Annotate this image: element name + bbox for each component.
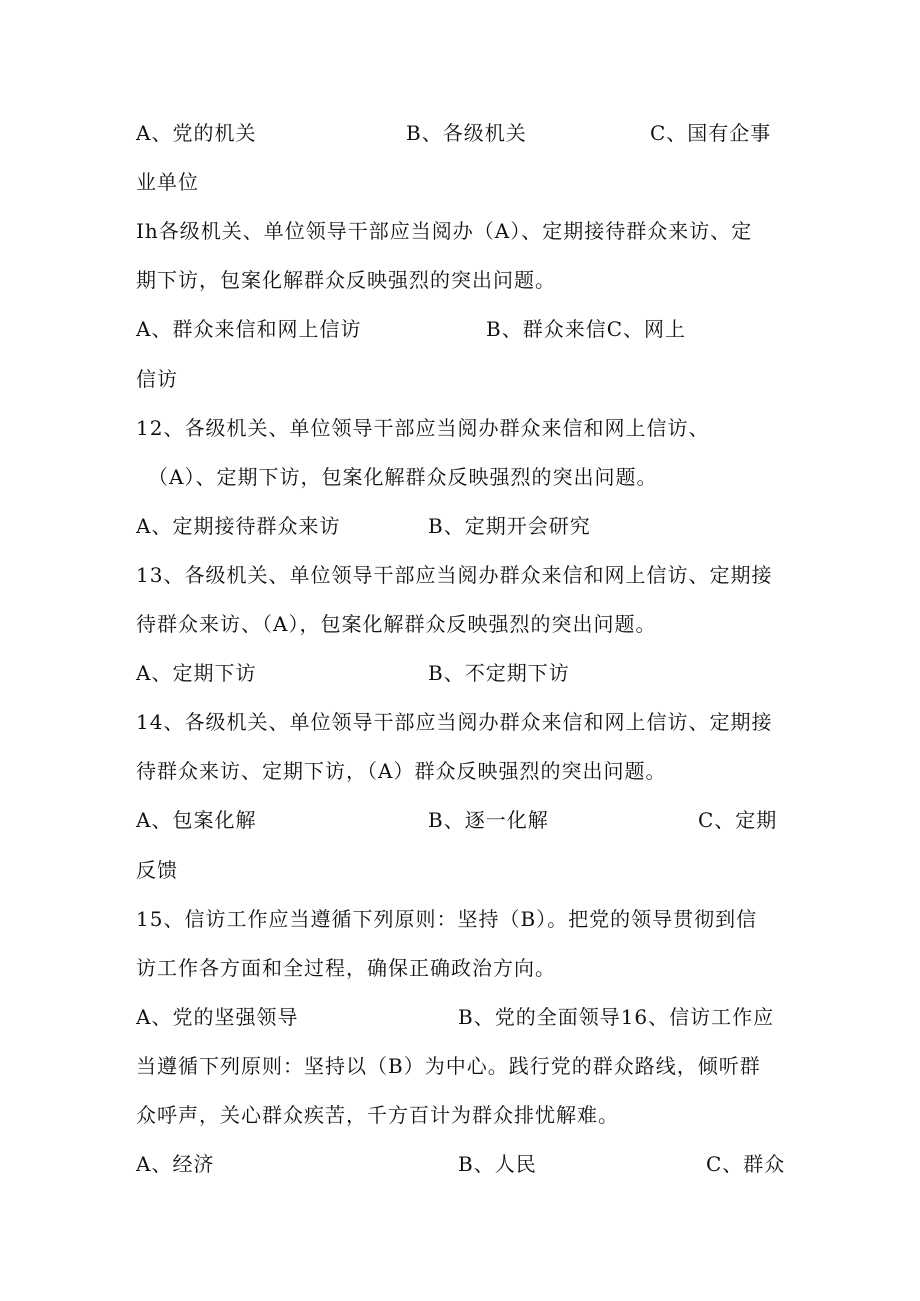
q12-option-b: B、定期开会研究 <box>428 514 591 538</box>
q12-text-line1: 12、各级机关、单位领导干部应当阅办群众来信和网上信访、 <box>136 416 710 440</box>
q13-option-b: B、不定期下访 <box>428 661 570 685</box>
q10-option-b: B、各级机关 <box>406 121 527 145</box>
q13-text-line2: 待群众来访、（A），包案化解群众反映强烈的突出问题。 <box>136 612 657 636</box>
q14-option-c: C、定期 <box>698 808 778 832</box>
q10-option-c: C、国有企事 <box>650 121 772 145</box>
q14-option-b: B、逐一化解 <box>428 808 549 832</box>
q16-option-c: C、群众 <box>706 1152 786 1176</box>
q14-option-c-continued: 反馈 <box>136 858 178 882</box>
q14-text-line1: 14、各级机关、单位领导干部应当阅办群众来信和网上信访、定期接 <box>136 710 773 734</box>
q11-option-c-continued: 信访 <box>136 367 178 391</box>
q15-text-line1: 15、信访工作应当遵循下列原则：坚持（B）。把党的领导贯彻到信 <box>136 907 758 931</box>
q11-text-line1: Ih各级机关、单位领导干部应当阅办（A）、定期接待群众来访、定 <box>136 219 753 243</box>
q16-option-a: A、经济 <box>136 1152 215 1176</box>
q15-text-line2: 访工作各方面和全过程，确保正确政治方向。 <box>136 956 556 980</box>
q12-option-a: A、定期接待群众来访 <box>136 514 341 538</box>
q16-option-b: B、人民 <box>458 1152 537 1176</box>
q16-text-line3: 众呼声，关心群众疾苦，千方百计为群众排忧解难。 <box>136 1103 619 1127</box>
q13-option-a: A、定期下访 <box>136 661 257 685</box>
q14-option-a: A、包案化解 <box>136 808 257 832</box>
q15-option-b-q16-start: B、党的全面领导16、信访工作应 <box>458 1005 775 1029</box>
q14-text-line2: 待群众来访、定期下访，（A）群众反映强烈的突出问题。 <box>136 759 667 783</box>
q10-option-c-continued: 业单位 <box>136 170 199 194</box>
q11-text-line2: 期下访，包案化解群众反映强烈的突出问题。 <box>136 268 556 292</box>
q16-text-line2: 当遵循下列原则：坚持以（B）为中心。践行党的群众路线，倾听群 <box>136 1054 761 1078</box>
q12-text-line2: （A）、定期下访，包案化解群众反映强烈的突出问题。 <box>148 465 658 489</box>
q10-option-a: A、党的机关 <box>136 121 257 145</box>
q11-option-a: A、群众来信和网上信访 <box>136 317 362 341</box>
q11-option-bc: B、群众来信C、网上 <box>486 317 686 341</box>
q15-option-a: A、党的坚强领导 <box>136 1005 299 1029</box>
q13-text-line1: 13、各级机关、单位领导干部应当阅办群众来信和网上信访、定期接 <box>136 563 773 587</box>
